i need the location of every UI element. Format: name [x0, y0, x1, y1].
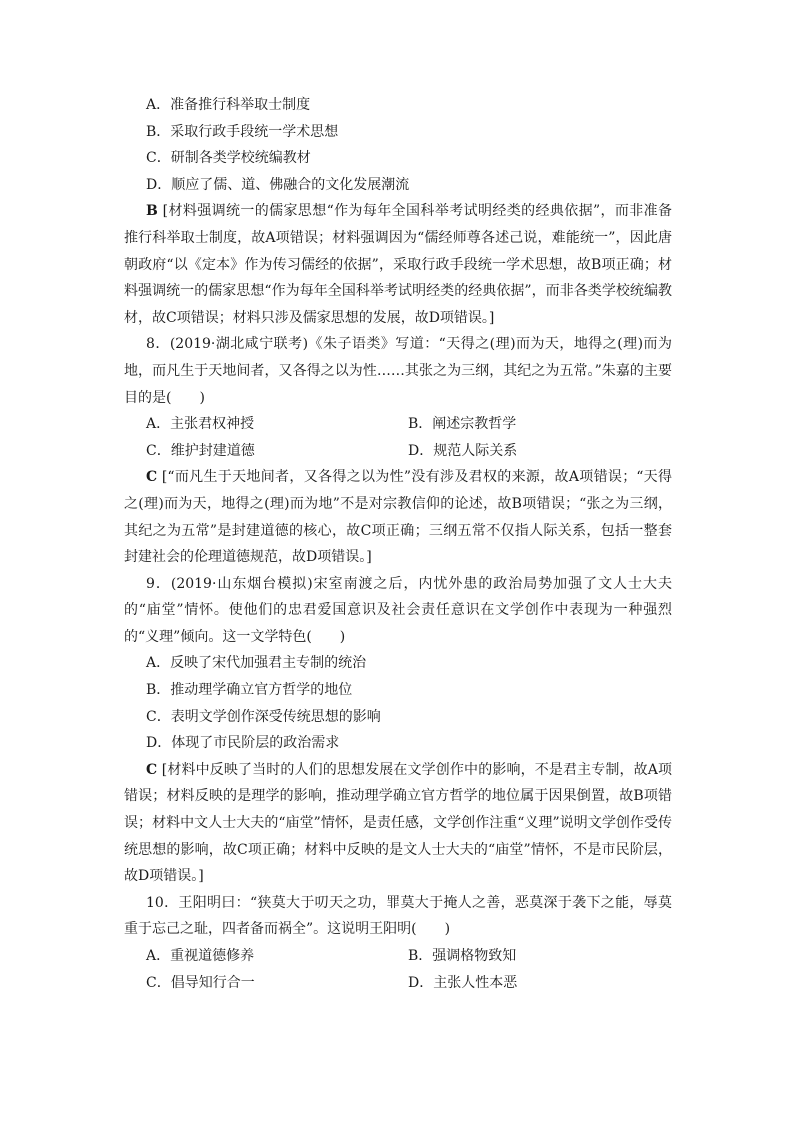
q10-options-row-1: [124, 943, 672, 970]
q7-option-d: D．顺应了儒、道、佛融合的文化发展潮流: [146, 176, 410, 193]
q7-option-a: A．准备推行科举取士制度: [146, 97, 311, 113]
q7-explanation-text: [材料强调统一的儒家思想“作为每年全国科举考试明经类的经典依据”，而非准备推行科举取士制度，故A项错误；材料强调因为“儒经师尊各述己说，难能统一”，因此唐朝政府“以《定本》作为传习儒经的依据”，采取行政手段统一学术思想，故B项正确；材料强调统一的儒家思想“作为每年全国科举考试明经类的经典依据”，而非各类学校统编教材，故C项错误；材料只涉及儒家思想的发展，故D项错误。]: [124, 203, 672, 326]
q7-answer: B: [146, 203, 158, 220]
q9-explanation-text: [材料中反映了当时的人们的思想发展在文学创作中的影响，不是君主专制，故A项错误；材料反映的是理学的影响，推动理学确立官方哲学的地位属于因果倒置，故B项错误；材料中文人士大夫的“庙堂”情怀，是责任感，文学创作注重“义理”说明文学创作受传统思想的影响，故C项正确；材料中反映的是文人士大夫的“庙堂”情怀，不是市民阶层，故D项错误。]: [124, 761, 672, 885]
q9-option-c: C．表明文学创作深受传统思想的影响: [146, 708, 381, 725]
q8-explanation: [124, 464, 672, 570]
content-area: [124, 92, 672, 996]
q10-option-c: C．倡导知行合一: [146, 974, 255, 991]
q9-explanation: [124, 757, 672, 890]
q7-option-b: B．采取行政手段统一学术思想: [146, 123, 339, 140]
q8-stem: 8．(2019·湖北咸宁联考)《朱子语类》写道：“天得之(理)而为天，地得之(理)而为地，而凡生于天地间者，又各得之以为性……其张之为三纲，其纪之为五常。”朱嘉的主要目的是( ): [124, 336, 672, 406]
q8-answer: C: [146, 469, 158, 486]
q9-option-b: B．推动理学确立官方哲学的地位: [146, 682, 353, 699]
q10-option-b: B．强调格物致知: [408, 948, 517, 964]
q7-option-c: C．研制各类学校统编教材: [146, 150, 311, 167]
q10-option-d: D．主张人性本恶: [408, 974, 518, 991]
q8-option-d: D．规范人际关系: [408, 442, 518, 459]
q8-options-row-2: [124, 438, 672, 465]
q10-options-row-2: [124, 970, 672, 997]
q9-option-a: A．反映了宋代加强君主专制的统治: [146, 655, 367, 672]
q8-option-c: C．维护封建道德: [146, 442, 255, 459]
q8-option-a: A．主张君权神授: [146, 416, 255, 433]
q10-option-a: A．重视道德修养: [146, 948, 255, 964]
q9-option-d: D．体现了市民阶层的政治需求: [146, 735, 340, 752]
q10-stem: 10．王阳明曰：“狭莫大于叨天之功，罪莫大于掩人之善，恶莫深于袭下之能，辱莫重于忘己之耻，四者备而祸全”。这说明王阳明( ): [124, 894, 672, 938]
q8-options-row-1: [124, 411, 672, 438]
q8-explanation-text: [“而凡生于天地间者，又各得之以为性”没有涉及君权的来源，故A项错误；“天得之(理)而为天，地得之(理)而为地”不是对宗教信仰的论述，故B项错误；“张之为三纲，其纪之为五常”是封建道德的核心，故C项正确；三纲五常不仅指人际关系，包括一整套封建社会的伦理道德规范，故D项错误。]: [124, 469, 672, 566]
q8-option-b: B．阐述宗教哲学: [408, 416, 517, 433]
q9-stem: 9．(2019·山东烟台模拟)宋室南渡之后，内忧外患的政治局势加强了文人士大夫的“庙堂”情怀。使他们的忠君爱国意识及社会责任意识在文学创作中表现为一种强烈的“义理”倾向。这一文学特色( ): [124, 575, 672, 645]
q9-answer: C: [146, 761, 158, 778]
q7-explanation: [124, 198, 672, 331]
